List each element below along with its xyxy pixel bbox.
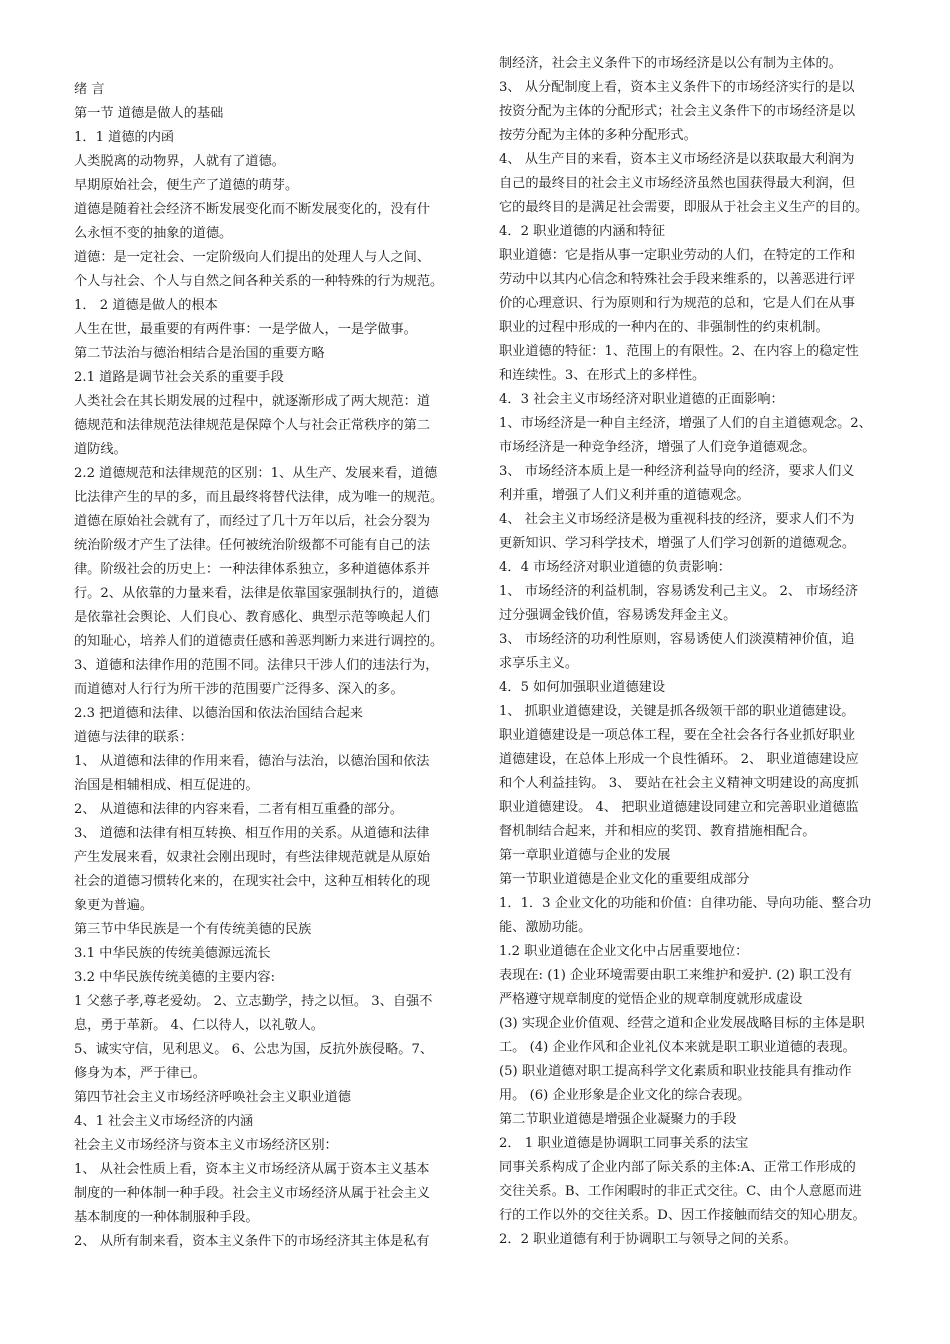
left-text-line: 社会主义市场经济与资本主义市场经济区别： (74, 1138, 338, 1153)
right-text-line: 按资分配为主体的分配形式；社会主义条件下的市场经济是以 (499, 104, 856, 119)
right-text-line: 和个人利益挂钩。 3、 要站在社会主义精神文明建设的高度抓 (499, 776, 859, 791)
right-text-line: 同事关系构成了企业内部了际关系的主体:A、正常工作形成的 (499, 1160, 856, 1175)
right-text-line: 3、 市场经济的功利性原则，容易诱使人们淡漠精神价值，追 (499, 632, 855, 647)
left-text-line: 行。2、从依靠的力量来看，法律是依靠国家强制执行的，道德 (74, 586, 439, 601)
left-text-line: 产生发展来看，奴隶社会刚出现时，有些法律规范就是从原始 (74, 850, 431, 865)
left-text-line: 么永恒不变的抽象的道德。 (74, 226, 233, 241)
left-text-line: 3.1 中华民族的传统美德源远流长 (74, 946, 271, 961)
right-text-line: 行的工作以外的交往关系。D、因工作接触而结交的知心朋友。 (499, 1208, 866, 1223)
right-text-line: 它的最终目的是满足社会需要，即服从于社会主义生产的目的。 (499, 200, 869, 215)
right-text-line: 4、 社会主义市场经济是极为重视科技的经济，要求人们不为 (499, 512, 855, 527)
left-column (74, 78, 472, 1254)
right-text-line: 职业道德建设。 4、 把职业道德建设同建立和完善职业道德监 (499, 800, 859, 815)
left-text-line: 象更为普遍。 (74, 898, 154, 913)
left-text-line: 律。阶级社会的历史上：一种法律体系独立，多种道德体系并 (74, 562, 431, 577)
left-text-line: 1． 2 道德是做人的根本 (74, 298, 218, 313)
right-text-line: 职业的过程中形成的一种内在的、非强制性的约束机制。 (499, 320, 829, 335)
left-text-line: 德规范和法律规范法律规范是保障个人与社会正常秩序的第二 (74, 418, 431, 433)
right-text-line: 制经济，社会主义条件下的市场经济是以公有制为主体的。 (499, 56, 842, 71)
right-text-line: 职业道德：它是指从事一定职业劳动的人们，在特定的工作和 (499, 248, 856, 263)
left-text-line: 修身为本，严于律已。 (74, 1066, 206, 1081)
right-column (499, 52, 897, 1252)
right-text-line: 1、 市场经济的利益机制，容易诱发利己主义。 2、 市场经济 (499, 584, 859, 599)
left-text-line: 制度的一种体制一种手段。社会主义市场经济从属于社会主义 (74, 1186, 431, 1201)
left-text-line: 治国是相辅相成、相互促进的。 (74, 778, 259, 793)
left-text-line: 4、1 社会主义市场经济的内涵 (74, 1114, 254, 1129)
right-text-line: 道德建设，在总体上形成一个良性循环。 2、 职业道德建设应 (499, 752, 859, 767)
right-text-line: 第一节职业道德是企业文化的重要组成部分 (499, 872, 750, 887)
left-text-line: 统治阶级才产生了法律。任何被统治阶级都不可能有自己的法 (74, 538, 431, 553)
right-text-line: 1、 抓职业道德建设，关键是抓各级领干部的职业道德建设。 (499, 704, 855, 719)
right-text-line: 督机制结合起来，并和相应的奖罚、教育措施相配合。 (499, 824, 816, 839)
right-text-line: 交往关系。B、工作闲暇时的非正式交往。C、由个人意愿而进 (499, 1184, 862, 1199)
left-text-line: 早期原始社会，便生产了道德的萌芽。 (74, 178, 299, 193)
right-text-line: 更新知识、学习科学技术，增强了人们学习创新的道德观念。 (499, 536, 856, 551)
right-text-line: 劳动中以其内心信念和特殊社会手段来维系的，以善恶进行评 (499, 272, 856, 287)
right-text-line: 严格遵守规章制度的觉悟企业的规章制度就形成虚设 (499, 992, 803, 1007)
left-text-line: 人类社会在其长期发展的过程中，就逐渐形成了两大规范：道 (74, 394, 431, 409)
left-text-line: 第二节法治与德治相结合是治国的重要方略 (74, 346, 325, 361)
right-text-line: 利并重，增强了人们义利并重的道德观念。 (499, 488, 750, 503)
left-text-line: 而道德对人行行为所干涉的范围要广泛得多、深入的多。 (74, 682, 404, 697)
right-text-line: 过分强调金钱价值，容易诱发拜金主义。 (499, 608, 737, 623)
left-text-line: 第一节 道德是做人的基础 (74, 106, 224, 121)
right-text-line: (5) 职业道德对职工提高科学文化素质和职业技能具有推动作 (499, 1064, 852, 1079)
right-text-line: 工。 (4) 企业作风和企业礼仪本来就是职工职业道德的表现。 (499, 1040, 856, 1055)
left-text-line: 是依靠社会舆论、人们良心、教育感化、典型示范等唤起人们 (74, 610, 431, 625)
right-text-line: 市场经济是一种竞争经济，增强了人们竞争道德观念。 (499, 440, 816, 455)
right-text-line: 1．1．3 企业文化的功能和价值：自律功能、导向功能、整合功 (499, 896, 872, 911)
right-text-line: (3) 实现企业价值观、经营之道和企业发展战略目标的主体是职 (499, 1016, 865, 1031)
left-text-line: 第四节社会主义市场经济呼唤社会主义职业道德 (74, 1090, 351, 1105)
left-text-line: 3、 道德和法律有相互转换、相互作用的关系。从道德和法律 (74, 826, 430, 841)
right-text-line: 4、 从生产目的来看，资本主义市场经济是以获取最大利润为 (499, 152, 855, 167)
right-text-line: 表现在: (1) 企业环境需要由职工来维护和爱护. (2) 职工没有 (499, 968, 852, 983)
right-text-line: 和连续性。3、在形式上的多样性。 (499, 368, 706, 383)
left-text-line: 个人与社会、个人与自然之间各种关系的一种特殊的行为规范。 (74, 274, 444, 289)
right-text-line: 自己的最终目的社会主义市场经济虽然也国获得最大利润，但 (499, 176, 856, 191)
right-text-line: 价的心理意识、行为原则和行为规范的总和，它是人们在从事 (499, 296, 856, 311)
left-text-line: 2.3 把道德和法律、以德治国和依法治国结合起来 (74, 706, 363, 721)
left-text-line: 息，勇于革新。 4、仁以待人，以礼敬人。 (74, 1018, 324, 1033)
left-text-line: 2.2 道德规范和法律规范的区别：1、从生产、发展来看，道德 (74, 466, 438, 481)
right-text-line: 2．2 职业道德有利于协调职工与领导之间的关系。 (499, 1232, 797, 1247)
left-text-line: 1 父慈子孝,尊老爱幼。 2、立志勤学，持之以恒。 3、自强不 (74, 994, 433, 1009)
left-text-line: 道德与法律的联系： (74, 730, 193, 745)
right-text-line: 1、市场经济是一种自主经济，增强了人们的自主道德观念。2、 (499, 416, 872, 431)
left-text-line: 基本制度的一种体制服种手段。 (74, 1210, 259, 1225)
left-text-line: 3.2 中华民族传统美德的主要内容: (74, 970, 276, 985)
left-text-line: 3、道德和法律作用的范围不同。法律只干涉人们的违法行为， (74, 658, 439, 673)
right-text-line: 求享乐主义。 (499, 656, 579, 671)
right-text-line: 按劳分配为主体的多种分配形式。 (499, 128, 697, 143)
left-text-line: 道防线。 (74, 442, 127, 457)
right-text-line: 职业道德的特征：1、范围上的有限性。2、在内容上的稳定性 (499, 344, 859, 359)
right-text-line: 1.2 职业道德在企业文化中占居重要地位： (499, 944, 749, 959)
left-text-line: 比法律产生的早的多，而且最终将替代法律，成为唯一的规范。 (74, 490, 444, 505)
left-text-line: 的知耻心，培养人们的道德责任感和善恶判断力来进行调控的。 (74, 634, 444, 649)
right-text-line: 4．2 职业道德的内涵和特征 (499, 224, 666, 239)
left-text-line: 2、 从道德和法律的内容来看，二者有相互重叠的部分。 (74, 802, 404, 817)
right-text-line: 4．4 市场经济对职业道德的负责影响： (499, 560, 731, 575)
left-text-line: 1、 从社会性质上看，资本主义市场经济从属于资本主义基本 (74, 1162, 430, 1177)
left-text-line: 5、诚实守信，见利思义。 6、公忠为国，反抗外族侵略。7、 (74, 1042, 434, 1057)
left-text-line: 人类脱离的动物界，人就有了道德。 (74, 154, 285, 169)
right-text-line: 第二节职业道德是增强企业凝聚力的手段 (499, 1112, 737, 1127)
left-text-line: 道德：是一定社会、一定阶级向人们提出的处理人与人之间、 (74, 250, 431, 265)
right-text-line: 用。 (6) 企业形象是企业文化的综合表现。 (499, 1088, 751, 1103)
right-text-line: 能、激励功能。 (499, 920, 592, 935)
right-text-line: 2． 1 职业道德是协调职工同事关系的法宝 (499, 1136, 749, 1151)
right-text-line: 4．3 社会主义市场经济对职业道德的正面影响： (499, 392, 784, 407)
left-text-line: 1．1 道德的内函 (74, 130, 175, 145)
left-text-line: 社会的道德习惯转化来的，在现实社会中，这种互相转化的现 (74, 874, 431, 889)
left-text-line: 2.1 道路是调节社会关系的重要手段 (74, 370, 284, 385)
left-text-line: 1、 从道德和法律的作用来看，德治与法治，以德治国和依法 (74, 754, 430, 769)
left-text-line: 道德在原始社会就有了，而经过了几十万年以后，社会分裂为 (74, 514, 431, 529)
right-text-line: 3、 市场经济本质上是一种经济利益导向的经济，要求人们义 (499, 464, 855, 479)
right-text-line: 3、 从分配制度上看，资本主义条件下的市场经济实行的是以 (499, 80, 855, 95)
left-text-line: 绪 言 (74, 82, 105, 97)
left-text-line: 第三节中华民族是一个有传统美德的民族 (74, 922, 312, 937)
left-text-line: 2、 从所有制来看，资本主义条件下的市场经济其主体是私有 (74, 1234, 430, 1249)
left-text-line: 人生在世，最重要的有两件事：一是学做人，一是学做事。 (74, 322, 417, 337)
right-text-line: 职业道德建设是一项总体工程，要在全社会各行各业抓好职业 (499, 728, 856, 743)
right-text-line: 第一章职业道德与企业的发展 (499, 848, 671, 863)
left-text-line: 道德是随着社会经济不断发展变化而不断发展变化的，没有什 (74, 202, 431, 217)
right-text-line: 4．5 如何加强职业道德建设 (499, 680, 666, 695)
